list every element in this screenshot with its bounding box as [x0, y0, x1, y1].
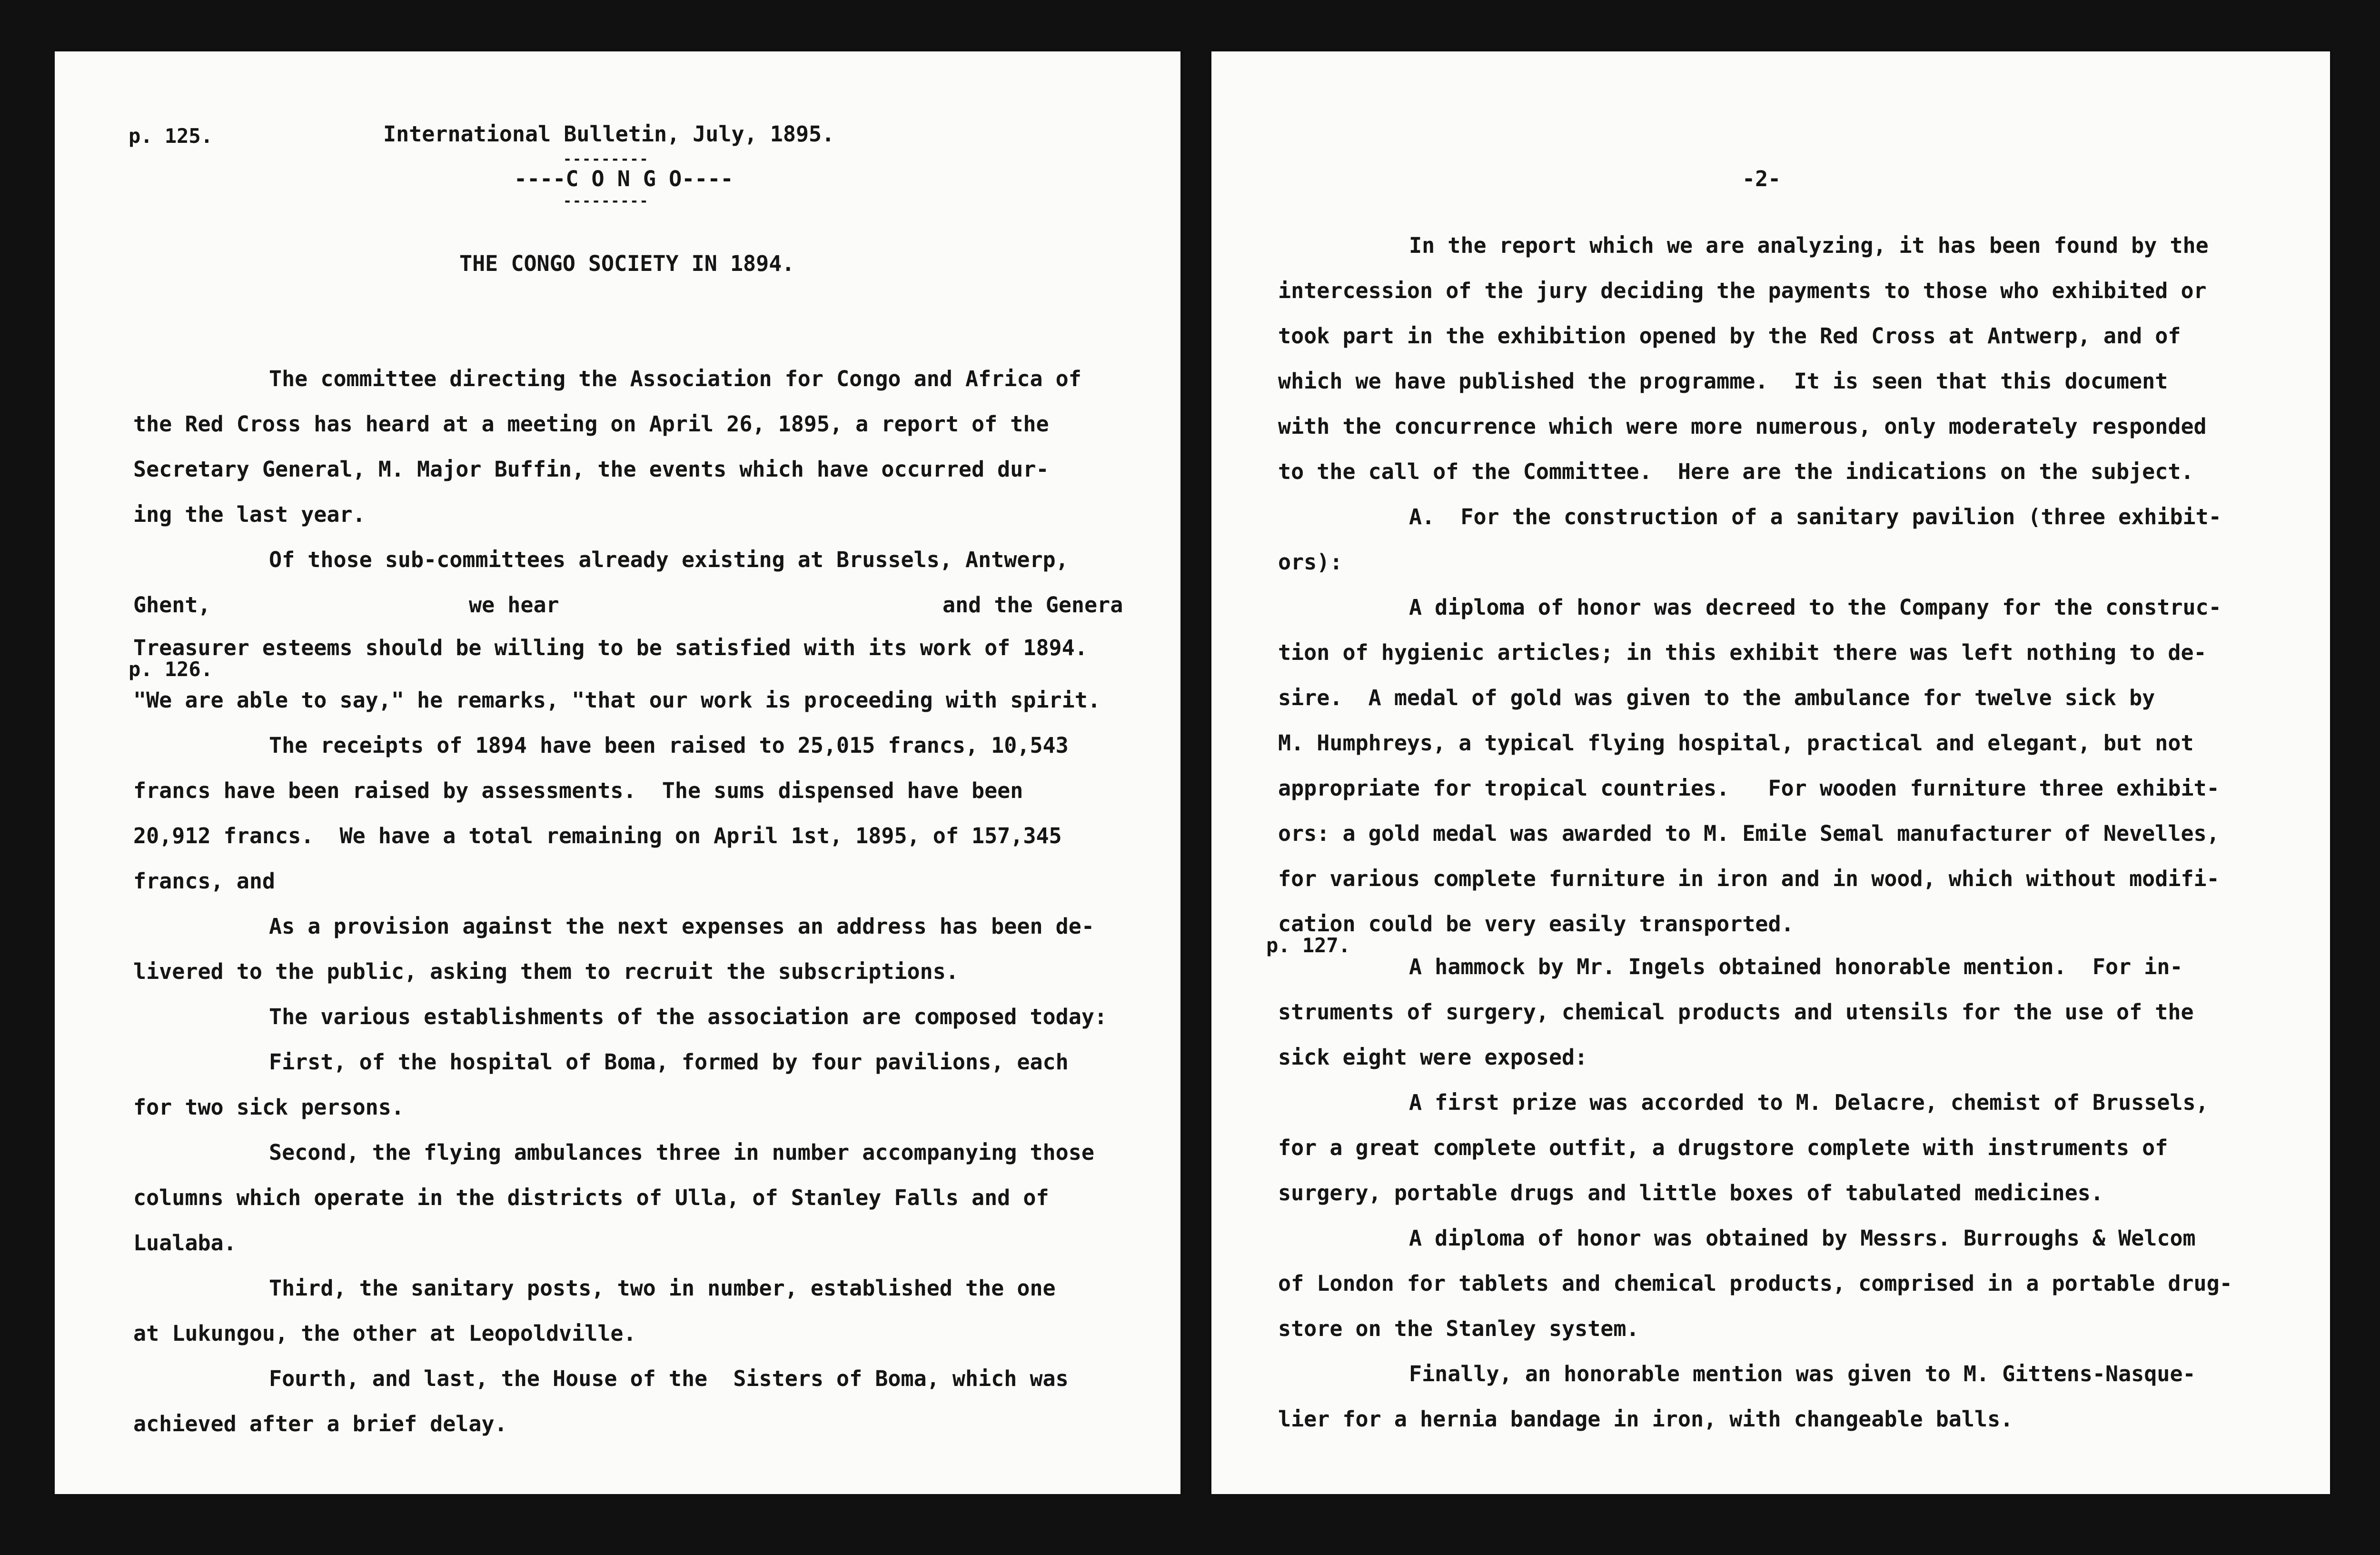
body-line: for a great complete outfit, a drugstore complete with instruments of	[1278, 1135, 2168, 1160]
body-line: ors):	[1278, 549, 1343, 575]
rule-bottom: ---------	[563, 193, 649, 209]
body-line: A. For the construction of a sanitary pavilion (three exhibit-	[1409, 504, 2221, 529]
rule-top: ---------	[563, 151, 649, 168]
body-line: intercession of the jury deciding the payments to those who exhibited or	[1278, 278, 2207, 303]
body-line: "We are able to say," he remarks, "that our work is proceeding with spirit.	[133, 688, 1101, 713]
body-line: surgery, portable drugs and little boxes of tabulated medicines.	[1278, 1180, 2103, 1206]
body-line: lier for a hernia bandage in iron, with changeable balls.	[1278, 1406, 2013, 1432]
body-line: at Lukungou, the other at Leopoldville.	[133, 1321, 636, 1346]
section-heading: ----C O N G O----	[514, 166, 734, 191]
body-line: Second, the flying ambulances three in number accompanying those	[269, 1140, 1094, 1165]
body-line: A first prize was accorded to M. Delacre, chemist of Brussels,	[1409, 1090, 2209, 1115]
body-line: took part in the exhibition opened by the Red Cross at Antwerp, and of	[1278, 323, 2181, 349]
body-line: struments of surgery, chemical products and utensils for the use of the	[1278, 999, 2194, 1025]
body-line: appropriate for tropical countries. For wooden furniture three exhibit-	[1278, 776, 2220, 801]
body-line: columns which operate in the districts of Ulla, of Stanley Falls and of	[133, 1185, 1049, 1210]
body-line: to the call of the Committee. Here are the indications on the subject.	[1278, 459, 2194, 484]
body-line: which we have published the programme. It is seen that this document	[1278, 369, 2168, 394]
body-line: Fourth, and last, the House of the Sisters of Boma, which was	[269, 1366, 1069, 1391]
body-line: A diploma of honor was obtained by Messrs. Burroughs & Welcom	[1409, 1226, 2196, 1251]
body-line: The committee directing the Association for Congo and Africa of	[269, 366, 1081, 391]
body-line: Treasurer esteems should be willing to be satisfied with its work of 1894.	[133, 635, 1088, 660]
body-line: M. Humphreys, a typical flying hospital, practical and elegant, but not	[1278, 730, 2194, 756]
body-line: achieved after a brief delay.	[133, 1411, 507, 1436]
body-line: francs have been raised by assessments. The sums dispensed have been	[133, 778, 1023, 803]
body-line: the Red Cross has heard at a meeting on April 26, 1895, a report of the	[133, 411, 1049, 437]
body-line: Of those sub-committees already existing at Brussels, Antwerp,	[269, 547, 1069, 572]
left-page	[55, 51, 1180, 1494]
page-number: -2-	[1742, 166, 1781, 191]
body-line: ors: a gold medal was awarded to M. Emile Semal manufacturer of Nevelles,	[1278, 821, 2220, 846]
body-line-fragment: Ghent,	[133, 592, 211, 618]
body-line: for two sick persons.	[133, 1095, 404, 1120]
body-line: for various complete furniture in iron and in wood, which without modifi-	[1278, 866, 2220, 891]
body-line: The various establishments of the association are composed today:	[269, 1004, 1107, 1029]
body-line: A diploma of honor was decreed to the Company for the construc-	[1409, 595, 2221, 620]
body-line: A hammock by Mr. Ingels obtained honorable mention. For in-	[1409, 954, 2183, 979]
body-line: The receipts of 1894 have been raised to 25,015 francs, 10,543	[269, 733, 1069, 758]
right-page	[1211, 51, 2330, 1494]
body-line: francs, and	[133, 868, 276, 894]
body-line: As a provision against the next expenses an address has been de-	[269, 914, 1094, 939]
body-line: with the concurrence which were more numerous, only moderately responded	[1278, 414, 2207, 439]
article-title: THE CONGO SOCIETY IN 1894.	[459, 251, 795, 276]
page-break-marker: p. 127.	[1266, 934, 1351, 957]
body-line: 20,912 francs. We have a total remaining on April 1st, 1895, of 157,345	[133, 823, 1062, 848]
body-line-fragment: and the Genera	[942, 592, 1123, 618]
body-line-fragment: we hear	[469, 592, 559, 618]
body-line: Lualaba.	[133, 1230, 237, 1256]
body-line: of London for tablets and chemical products, comprised in a portable drug-	[1278, 1271, 2232, 1296]
body-line: sick eight were exposed:	[1278, 1045, 1588, 1070]
page-break-marker: p. 126.	[129, 658, 213, 681]
body-line: Secretary General, M. Major Buffin, the events which have occurred dur-	[133, 457, 1049, 482]
body-line: tion of hygienic articles; in this exhibit there was left nothing to de-	[1278, 640, 2207, 665]
body-line: ing the last year.	[133, 502, 366, 527]
body-line: Third, the sanitary posts, two in number, established the one	[269, 1276, 1056, 1301]
body-line: cation could be very easily transported.	[1278, 911, 1794, 937]
body-line: livered to the public, asking them to recruit the subscriptions.	[133, 959, 959, 984]
body-line: Finally, an honorable mention was given to M. Gittens-Nasque-	[1409, 1361, 2196, 1386]
body-line: sire. A medal of gold was given to the ambulance for twelve sick by	[1278, 685, 2155, 710]
body-line: In the report which we are analyzing, it has been found by the	[1409, 233, 2209, 258]
body-line: First, of the hospital of Boma, formed by four pavilions, each	[269, 1049, 1069, 1075]
header-title: International Bulletin, July, 1895.	[383, 121, 835, 147]
body-line: store on the Stanley system.	[1278, 1316, 1639, 1341]
page-marker: p. 125.	[129, 124, 213, 148]
